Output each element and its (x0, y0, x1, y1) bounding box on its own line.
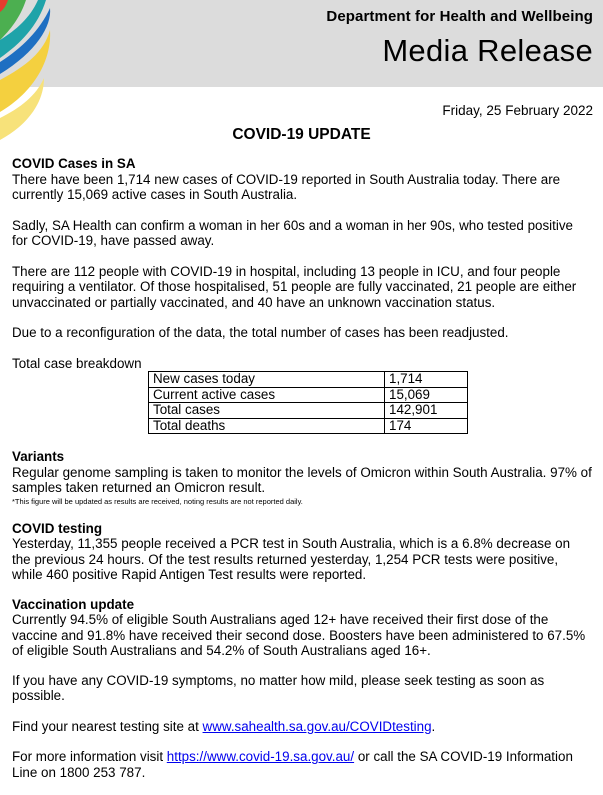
testing-section (12, 521, 592, 583)
variants-footnote: *This figure will be updated as results are received, noting results are not reported daily. (12, 496, 303, 506)
variants-text: Regular genome sampling is taken to monitor the levels of Omicron within South Australia. 97% of samples taken returned an Omicron result. (12, 464, 592, 495)
cases-paragraph-1: There have been 1,714 new cases of COVID-19 reported in South Australia today. There are currently 15,069 active cases in South Australia. (12, 171, 561, 202)
table-cell-label: Total cases (149, 403, 385, 419)
breakdown-caption: Total case breakdown (12, 355, 142, 371)
more-info-suffix: or call the SA COVID-19 Information Line on 1800 253 787. (12, 749, 573, 780)
cases-paragraph-3: There are 112 people with COVID-19 in hospital, including 13 people in ICU, and four people requiring a ventilator. Of those hospitalised, 51 people are fully vaccinated, 21 people are either unvaccinated or partially vaccinated, and 40 have an unknown vaccination status. (12, 263, 577, 310)
table-cell-value: 15,069 (385, 387, 468, 403)
cases-section (12, 156, 592, 341)
find-site-suffix: . (431, 718, 436, 734)
table-cell-value: 142,901 (385, 403, 468, 419)
table-cell-value: 1,714 (385, 372, 468, 388)
table-cell-label: Current active cases (149, 387, 385, 403)
find-site-prefix: Find your nearest testing site at (12, 718, 203, 734)
table-cell-value: 174 (385, 418, 468, 434)
testing-heading: COVID testing (12, 520, 103, 536)
table-cell-label: Total deaths (149, 418, 385, 434)
symptoms-advice: If you have any COVID-19 symptoms, no matter how mild, please seek testing as soon as possible. (12, 672, 545, 703)
document-type-title: Media Release (382, 33, 593, 68)
vaccination-text: Currently 94.5% of eligible South Australians aged 12+ have received their first dose of the vaccine and 91.8% have received their second dose. Boosters have been administered to 67.5% of eligible South Australians and 54.2% of South Australians aged 16+. (12, 612, 586, 658)
covid-website-link[interactable]: https://www.covid-19.sa.gov.au/ (166, 749, 355, 764)
variants-section (12, 449, 592, 507)
release-date: Friday, 25 February 2022 (442, 103, 593, 118)
department-name: Department for Health and Wellbeing (326, 8, 593, 25)
table-row (149, 387, 468, 403)
table-row (149, 372, 468, 388)
release-body (12, 156, 592, 795)
vaccination-heading: Vaccination update (12, 596, 135, 612)
table-row (149, 418, 468, 434)
page-title: COVID-19 UPDATE (232, 126, 371, 143)
cases-paragraph-2: Sadly, SA Health can confirm a woman in her 60s and a woman in her 90s, who tested positive for COVID-19, have passed away. (12, 217, 573, 248)
breakdown-section (12, 356, 592, 435)
cases-paragraph-4: Due to a reconfiguration of the data, the total number of cases has been readjusted. (12, 325, 509, 340)
table-cell-label: New cases today (149, 372, 385, 388)
table-row (149, 403, 468, 419)
more-info-paragraph (12, 749, 592, 780)
variants-heading: Variants (12, 449, 65, 464)
breakdown-table (148, 371, 468, 434)
testing-text: Yesterday, 11,355 people received a PCR test in South Australia, which is a 6.8% decrease on the previous 24 hours. Of the test results returned yesterday, 1,254 PCR tests were positive, while 460 positive Rapid Antigen Test results were reported. (12, 536, 571, 582)
vaccination-section (12, 597, 592, 659)
testing-site-link[interactable]: www.sahealth.sa.gov.au/COVIDtesting (202, 718, 432, 734)
more-info-prefix: For more information visit (12, 749, 167, 764)
cases-heading: COVID Cases in SA (12, 156, 136, 171)
find-site-paragraph (12, 719, 592, 735)
